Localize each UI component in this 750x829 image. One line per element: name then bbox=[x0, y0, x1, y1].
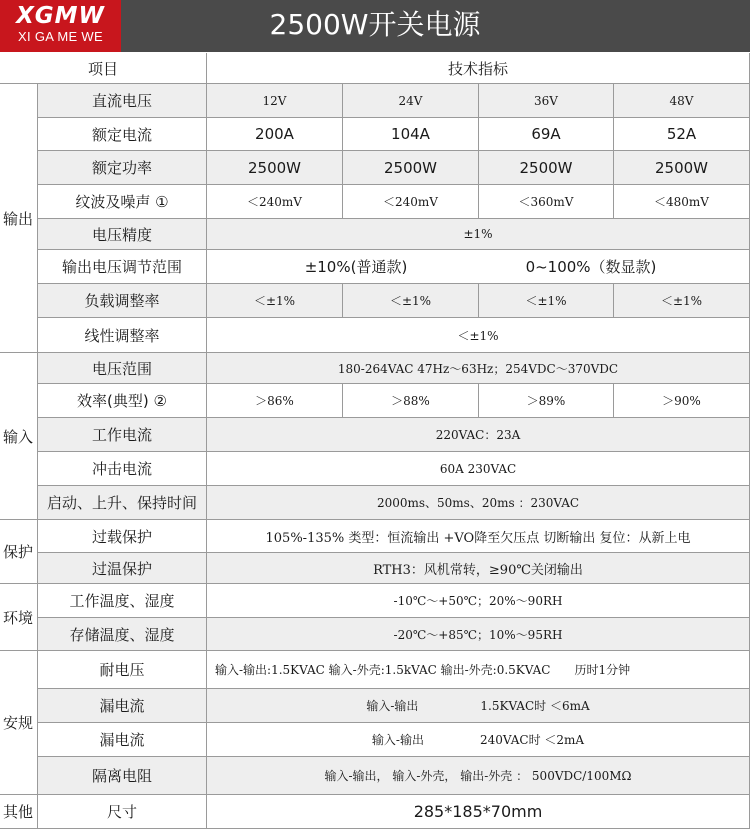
row-label-timing: 启动、上升、保持时间 bbox=[38, 486, 207, 520]
power-value: 2500W bbox=[479, 151, 614, 185]
power-value: 2500W bbox=[343, 151, 479, 185]
group-label-other: 其他 bbox=[0, 795, 38, 829]
row-label-work-temp: 工作温度、湿度 bbox=[38, 584, 207, 618]
current-value: 104A bbox=[343, 118, 479, 151]
page-title: 2500W开关电源 bbox=[269, 8, 481, 41]
group-label-output: 输出 bbox=[0, 84, 38, 353]
row-label-work-current: 工作电流 bbox=[38, 418, 207, 452]
row-label-adjust-range: 输出电压调节范围 bbox=[38, 250, 207, 284]
efficiency-value: ＞88% bbox=[343, 384, 479, 418]
adjust-range-digital: 0~100%（数显款) bbox=[525, 258, 657, 276]
current-value: 200A bbox=[207, 118, 343, 151]
load-regulation-value: ＜±1% bbox=[479, 284, 614, 318]
accuracy-value: ±1% bbox=[207, 219, 750, 250]
load-regulation-value: ＜±1% bbox=[207, 284, 343, 318]
leakage-2-limit: 240VAC时 ＜2mA bbox=[479, 733, 585, 747]
logo-subtitle: XI GA ME WE bbox=[18, 29, 103, 44]
leakage-1-value bbox=[207, 689, 750, 723]
header-bar bbox=[0, 0, 750, 52]
efficiency-value: ＞90% bbox=[614, 384, 750, 418]
work-temp-value: -10℃～+50℃；20%～90RH bbox=[207, 584, 750, 618]
row-label-efficiency: 效率(典型) ② bbox=[38, 384, 207, 418]
ripple-value: ＜360mV bbox=[479, 185, 614, 219]
load-regulation-value: ＜±1% bbox=[343, 284, 479, 318]
row-label-line-regulation: 线性调整率 bbox=[38, 318, 207, 353]
size-value: 285*185*70mm bbox=[207, 795, 750, 829]
row-label-size: 尺寸 bbox=[38, 795, 207, 829]
leakage-1-path: 输入-输出 bbox=[366, 699, 419, 713]
withstand-voltage-spec: 输入-输出:1.5KVAC 输入-外壳:1.5kVAC 输出-外壳:0.5KVAC bbox=[215, 663, 551, 677]
row-label-ripple: 纹波及噪声 ① bbox=[38, 185, 207, 219]
row-label-overtemp: 过温保护 bbox=[38, 553, 207, 584]
efficiency-value: ＞89% bbox=[479, 384, 614, 418]
inrush-current-value: 60A 230VAC bbox=[207, 452, 750, 486]
adjust-range-value bbox=[207, 250, 750, 284]
row-label-input-range: 电压范围 bbox=[38, 353, 207, 384]
current-value: 52A bbox=[614, 118, 750, 151]
voltage-value: 48V bbox=[614, 84, 750, 118]
logo-wordmark: XGMW bbox=[16, 3, 105, 29]
column-header-item: 项目 bbox=[0, 53, 207, 84]
column-header-spec: 技术指标 bbox=[207, 53, 750, 84]
efficiency-value: ＞86% bbox=[207, 384, 343, 418]
row-label-inrush-current: 冲击电流 bbox=[38, 452, 207, 486]
row-label-accuracy: 电压精度 bbox=[38, 219, 207, 250]
leakage-2-value bbox=[207, 723, 750, 757]
withstand-voltage-duration: 历时1分钟 bbox=[574, 663, 631, 677]
row-label-store-temp: 存储温度、湿度 bbox=[38, 618, 207, 651]
leakage-1-limit: 1.5KVAC时 ＜6mA bbox=[480, 699, 590, 713]
current-value: 69A bbox=[479, 118, 614, 151]
overtemp-value: RTH3：风机常转，≥90℃关闭输出 bbox=[207, 553, 750, 584]
row-label-power: 额定功率 bbox=[38, 151, 207, 185]
overload-value: 105%-135% 类型：恒流输出 +VO降至欠压点 切断输出 复位：从新上电 bbox=[207, 520, 750, 553]
row-label-leakage-2: 漏电流 bbox=[38, 723, 207, 757]
row-label-withstand-voltage: 耐电压 bbox=[38, 651, 207, 689]
voltage-value: 36V bbox=[479, 84, 614, 118]
store-temp-value: -20℃～+85℃；10%～95RH bbox=[207, 618, 750, 651]
isolation-value: 输入-输出， 输入-外壳， 输出-外壳 ： 500VDC/100MΩ bbox=[207, 757, 750, 795]
ripple-value: ＜240mV bbox=[207, 185, 343, 219]
row-label-overload: 过载保护 bbox=[38, 520, 207, 553]
row-label-isolation: 隔离电阻 bbox=[38, 757, 207, 795]
ripple-value: ＜480mV bbox=[614, 185, 750, 219]
spec-table bbox=[0, 53, 750, 829]
leakage-2-path: 输入-输出 bbox=[371, 733, 424, 747]
work-current-value: 220VAC：23A bbox=[207, 418, 750, 452]
withstand-voltage-value bbox=[207, 651, 750, 689]
group-label-environment: 环境 bbox=[0, 584, 38, 651]
ripple-value: ＜240mV bbox=[343, 185, 479, 219]
line-regulation-value: ＜±1% bbox=[207, 318, 750, 353]
voltage-value: 24V bbox=[343, 84, 479, 118]
timing-value: 2000ms、50ms、20ms ：230VAC bbox=[207, 486, 750, 520]
adjust-range-standard: ±10%(普通款) bbox=[304, 258, 408, 276]
group-label-input: 输入 bbox=[0, 353, 38, 520]
group-label-safety: 安规 bbox=[0, 651, 38, 795]
power-value: 2500W bbox=[207, 151, 343, 185]
row-label-leakage-1: 漏电流 bbox=[38, 689, 207, 723]
load-regulation-value: ＜±1% bbox=[614, 284, 750, 318]
power-value: 2500W bbox=[614, 151, 750, 185]
brand-logo bbox=[0, 0, 121, 52]
row-label-voltage: 直流电压 bbox=[38, 84, 207, 118]
row-label-current: 额定电流 bbox=[38, 118, 207, 151]
voltage-value: 12V bbox=[207, 84, 343, 118]
group-label-protection: 保护 bbox=[0, 520, 38, 584]
input-range-value: 180-264VAC 47Hz～63Hz；254VDC～370VDC bbox=[207, 353, 750, 384]
row-label-load-regulation: 负载调整率 bbox=[38, 284, 207, 318]
